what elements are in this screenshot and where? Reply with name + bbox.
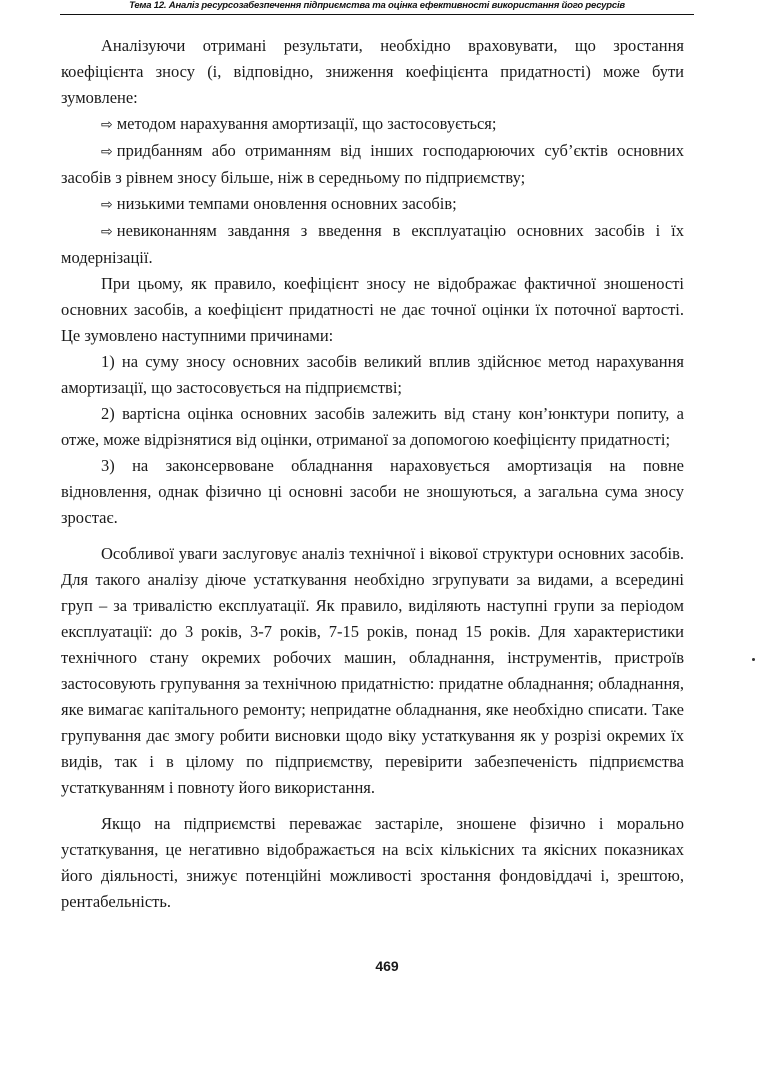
bullet-text: придбанням або отриманням від інших господарюючих суб’єктів основних засобів з рівнем зносу більше, ніж в середньому по підприємству; — [61, 141, 684, 187]
bullet-text: невиконанням завдання з введення в експлуатацію основних засобів і їх модернізації. — [61, 221, 684, 267]
numbered-item: 1) на суму зносу основних засобів великий вплив здійснює метод нарахування амортизації, що застосовується на підприємстві; — [61, 352, 684, 397]
numbered-item: 2) вартісна оцінка основних засобів залежить від стану кон’юнктури попиту, а отже, може відрізнятися від оцінки, отриманої за допомогою коефіцієнту придатності; — [61, 404, 684, 449]
scan-speck — [752, 658, 755, 661]
page-body — [61, 33, 684, 915]
paragraph-intro: Аналізуючи отримані результати, необхідно враховувати, що зростання коефіцієнта зносу (і, відповідно, зниження коефіцієнта придатності) може бути зумовлене: — [61, 36, 684, 107]
bullet-item — [61, 111, 684, 138]
page-number: 469 — [375, 958, 399, 974]
paragraph-wear-coefficient: При цьому, як правило, коефіцієнт зносу не відображає фактичної зношеності основних засобів, а коефіцієнт придатності не дає точної оцінки їх поточної вартості. Це зумовлено наступними причинами: — [61, 274, 684, 345]
running-header — [60, 0, 694, 15]
right-arrow-icon: ⇨ — [101, 117, 113, 133]
bullet-item — [61, 138, 684, 191]
bullet-text: низькими темпами оновлення основних засобів; — [116, 194, 457, 213]
paragraph-technical-structure: Особливої уваги заслуговує аналіз технічної і вікової структури основних засобів. Для такого аналізу діюче устаткування необхідно згрупувати за видами, а всередині груп – за тривалістю експлуатації. Як правило, виділяють наступні групи за періодом експлуатації: до 3 років, 3-7 років, 7-15 років, понад 15 років. Для характеристики технічного стану окремих робочих машин, обладнання, інструментів, пристроїв застосовують групування за технічною придатністю: придатне обладнання; обладнання, яке вимагає капітального ремонту; непридатне обладнання, яке необхідно списати. Таке групування дає змогу робити висновки щодо віку устаткування як у розрізі окремих їх видів, так і в цілому по підприємству, перевірити забезпеченість підприємства устаткуванням і повноту його використання. — [61, 544, 684, 797]
paragraph-conclusion: Якщо на підприємстві переважає застаріле, зношене фізично і морально устаткування, це негативно відображається на всіх кількісних та якісних показниках його діяльності, знижує потенційні можливості зростання фондовіддачі і, зрештою, рентабельність. — [61, 814, 684, 911]
right-arrow-icon: ⇨ — [101, 144, 113, 160]
bullet-item — [61, 191, 684, 218]
bullet-text: методом нарахування амортизації, що застосовується; — [116, 114, 497, 133]
right-arrow-icon: ⇨ — [101, 224, 113, 240]
bullet-item — [61, 218, 684, 271]
right-arrow-icon: ⇨ — [101, 197, 113, 213]
numbered-item: 3) на законсервоване обладнання нараховується амортизація на повне відновлення, однак фізично ці основні засоби не зношуються, а загальна сума зносу зростає. — [61, 456, 684, 527]
running-header-title: Тема 12. Аналіз ресурсозабезпечення підприємства та оцінка ефективності використання його ресурсів — [129, 0, 625, 11]
